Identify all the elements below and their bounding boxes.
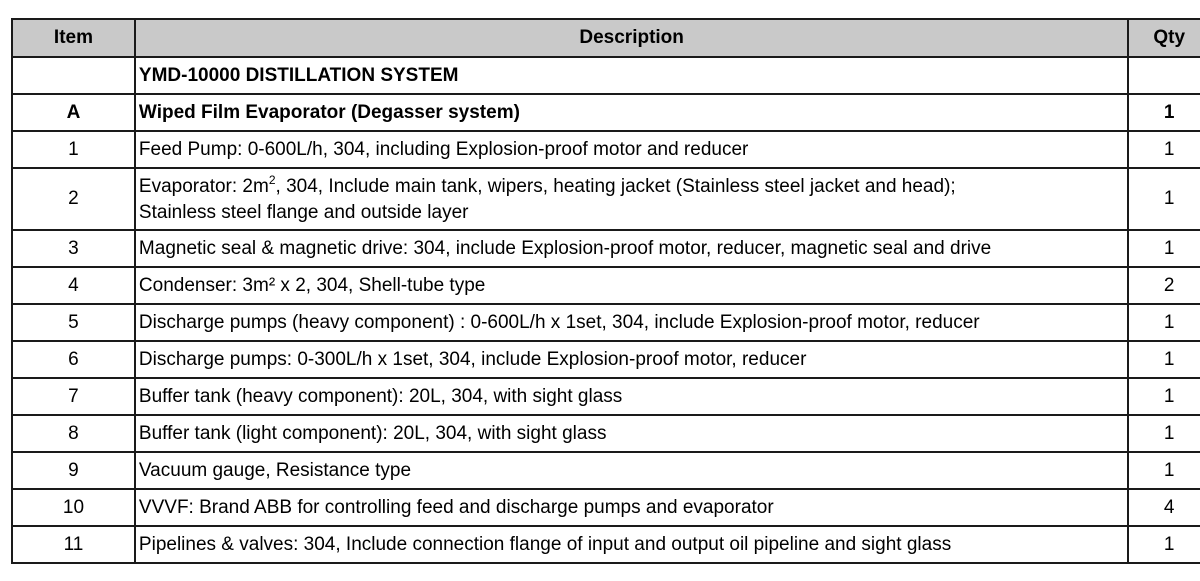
item-cell: 6 [12, 341, 135, 378]
item-cell: 2 [12, 168, 135, 230]
qty-cell: 1 [1128, 415, 1200, 452]
qty-cell: 1 [1128, 452, 1200, 489]
header-qty: Qty [1128, 19, 1200, 57]
description-cell: Vacuum gauge, Resistance type [135, 452, 1128, 489]
table-row [12, 230, 1200, 267]
description-cell: Discharge pumps: 0-300L/h x 1set, 304, include Explosion-proof motor, reducer [135, 341, 1128, 378]
header-item: Item [12, 19, 135, 57]
qty-cell: 1 [1128, 94, 1200, 131]
description-cell: Magnetic seal & magnetic drive: 304, include Explosion-proof motor, reducer, magnetic seal and drive [135, 230, 1128, 267]
qty-cell: 1 [1128, 378, 1200, 415]
table-row [12, 489, 1200, 526]
description-text-line2: Stainless steel flange and outside layer [138, 202, 469, 223]
table-row [12, 526, 1200, 563]
table-row [12, 415, 1200, 452]
item-cell: A [12, 94, 135, 131]
item-cell: 9 [12, 452, 135, 489]
table-row [12, 267, 1200, 304]
item-cell: 4 [12, 267, 135, 304]
description-cell: VVVF: Brand ABB for controlling feed and discharge pumps and evaporator [135, 489, 1128, 526]
qty-cell: 2 [1128, 267, 1200, 304]
item-cell: 7 [12, 378, 135, 415]
qty-cell: 1 [1128, 230, 1200, 267]
table-row-section-a [12, 94, 1200, 131]
table-row [12, 452, 1200, 489]
description-cell: Wiped Film Evaporator (Degasser system) [135, 94, 1128, 131]
description-cell: Feed Pump: 0-600L/h, 304, including Explosion-proof motor and reducer [135, 131, 1128, 168]
description-cell: Buffer tank (light component): 20L, 304, with sight glass [135, 415, 1128, 452]
table-row [12, 378, 1200, 415]
superscript-exponent: 2 [268, 172, 276, 187]
qty-cell: 1 [1128, 168, 1200, 230]
qty-cell: 1 [1128, 304, 1200, 341]
item-cell: 5 [12, 304, 135, 341]
table-row [12, 341, 1200, 378]
description-cell: Pipelines & valves: 304, Include connection flange of input and output oil pipeline and sight glass [135, 526, 1128, 563]
description-cell: Buffer tank (heavy component): 20L, 304, with sight glass [135, 378, 1128, 415]
description-cell [135, 168, 1128, 230]
table-row-system-title [12, 57, 1200, 94]
equipment-table [11, 18, 1200, 564]
table-header-row [12, 19, 1200, 57]
description-text: , 304, Include main tank, wipers, heating jacket (Stainless steel jacket and head); [275, 176, 956, 197]
item-cell: 1 [12, 131, 135, 168]
item-cell: 11 [12, 526, 135, 563]
header-description: Description [135, 19, 1128, 57]
item-cell: 3 [12, 230, 135, 267]
item-cell [12, 57, 135, 94]
item-cell: 8 [12, 415, 135, 452]
table-row [12, 304, 1200, 341]
qty-cell: 1 [1128, 526, 1200, 563]
qty-cell [1128, 57, 1200, 94]
description-cell: Discharge pumps (heavy component) : 0-600L/h x 1set, 304, include Explosion-proof motor, reducer [135, 304, 1128, 341]
table-row [12, 168, 1200, 230]
qty-cell: 1 [1128, 341, 1200, 378]
qty-cell: 4 [1128, 489, 1200, 526]
description-text: Evaporator: 2m [138, 176, 269, 197]
description-cell: Condenser: 3m² x 2, 304, Shell-tube type [135, 267, 1128, 304]
qty-cell: 1 [1128, 131, 1200, 168]
item-cell: 10 [12, 489, 135, 526]
description-cell: YMD-10000 DISTILLATION SYSTEM [135, 57, 1128, 94]
table-row [12, 131, 1200, 168]
